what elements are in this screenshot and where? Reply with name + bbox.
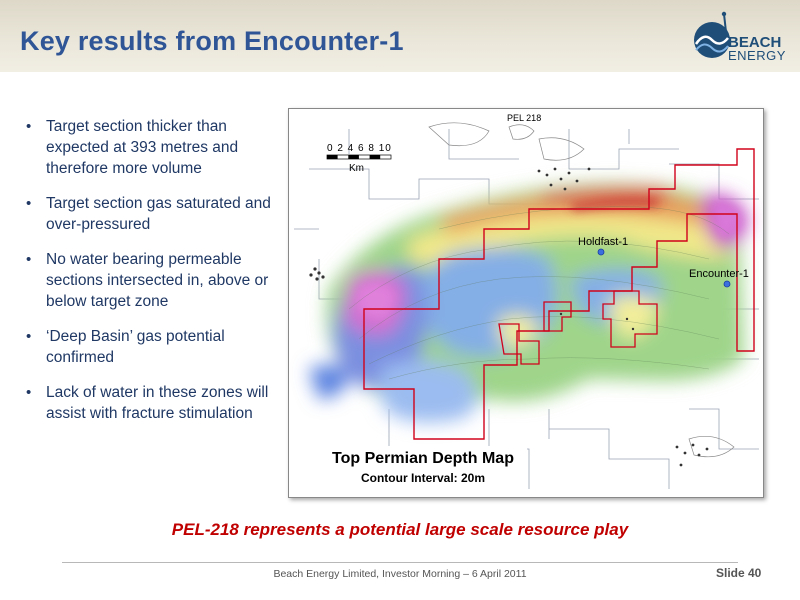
- bullet-text: No water bearing permeable sections intersected in, above or below target zone: [46, 251, 269, 310]
- encounter-well-label: Encounter-1: [689, 268, 749, 280]
- footer-divider: [62, 562, 738, 563]
- bullet-text: Target section gas saturated and over-pressured: [46, 195, 271, 233]
- logo-line-1: BEACH: [728, 34, 782, 51]
- map-title: PEL 218: [507, 113, 542, 123]
- bullet-item: • Target section gas saturated and over-pressured: [26, 195, 271, 233]
- holdfast-well-label: Holdfast-1: [578, 236, 629, 248]
- map-caption-title: Top Permian Depth Map: [332, 450, 514, 467]
- depth-map-graphic: [289, 109, 763, 497]
- logo-text: [728, 36, 786, 62]
- bullet-item: • No water bearing permeable sections intersected in, above or below target zone: [26, 251, 269, 310]
- encounter-well-marker: [724, 281, 730, 287]
- bullet-text: Target section thicker than expected at 393 metres and therefore more volume: [46, 118, 239, 177]
- bullet-text: Lack of water in these zones will assist with fracture stimulation: [46, 384, 269, 422]
- bullet-text: ‘Deep Basin’ gas potential confirmed: [46, 328, 225, 366]
- bullet-item: • Target section thicker than expected at 393 metres and therefore more volume: [26, 118, 239, 177]
- scale-numbers: 0 2 4 6 8 10: [327, 143, 392, 154]
- footer-text: Beach Energy Limited, Investor Morning – 6 April 2011: [273, 568, 527, 580]
- tagline: PEL-218 represents a potential large scale resource play: [171, 520, 629, 539]
- map-caption-subtitle: Contour Interval: 20m: [360, 471, 486, 485]
- holdfast-well-marker: [598, 249, 604, 255]
- bullet-item: • ‘Deep Basin’ gas potential confirmed: [26, 328, 225, 366]
- slide-title: Key results from Encounter-1: [20, 26, 404, 56]
- logo-line-2: ENERGY: [728, 48, 786, 63]
- bullet-item: • Lack of water in these zones will assist with fracture stimulation: [26, 384, 269, 422]
- bullet-list: [24, 116, 274, 438]
- depth-map: [288, 108, 764, 498]
- map-caption: [319, 446, 527, 492]
- slide-number: Slide 40: [716, 566, 762, 580]
- scale-unit: Km: [349, 163, 364, 174]
